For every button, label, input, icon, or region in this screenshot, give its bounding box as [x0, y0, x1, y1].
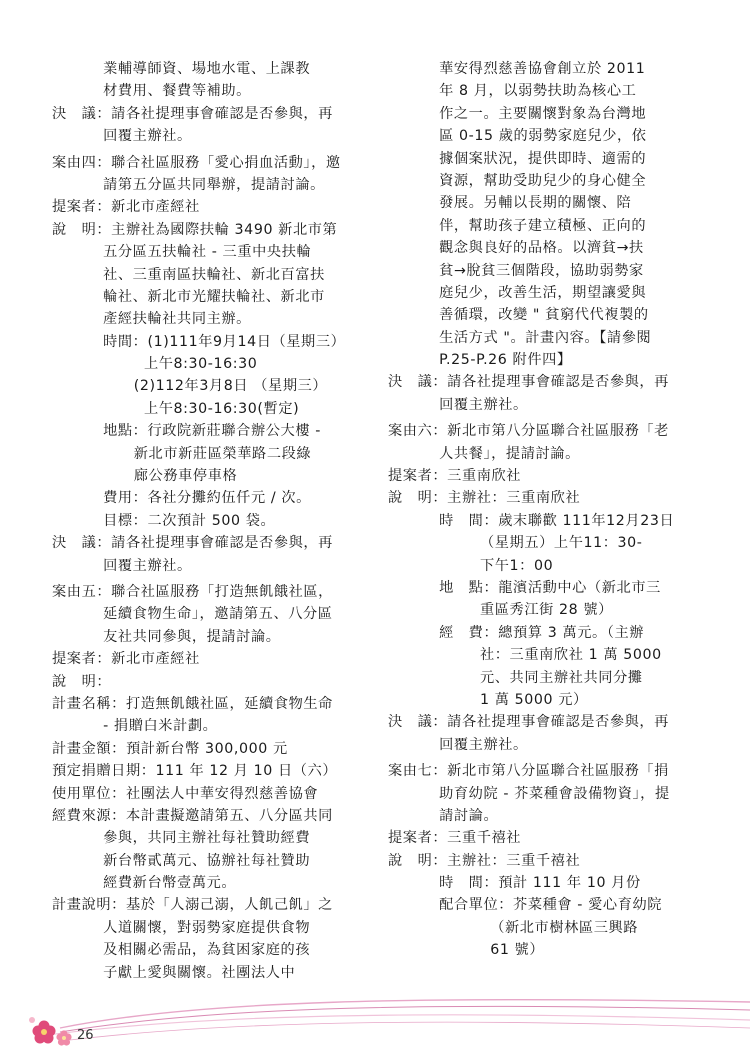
- text-line: 計畫金額：預計新台幣 300,000 元: [52, 740, 288, 757]
- text-line: 新北市新莊區榮華路二段綠: [52, 445, 312, 462]
- text-line: 請第五分區共同舉辦，提請討論。: [52, 176, 325, 193]
- text-line: 決 議：請各社提理事會確認是否參與，再: [388, 714, 669, 731]
- text-line: 華安得烈慈善協會創立於 2011: [388, 61, 646, 77]
- text-line: 上午8:30-16:30(暫定): [52, 400, 300, 417]
- text-line: 輪社、新北市光耀扶輪社、新北市: [52, 288, 325, 305]
- text-line: 決 議：請各社提理事會確認是否參與，再: [52, 535, 333, 552]
- text-line: 1 萬 5000 元）: [388, 691, 588, 708]
- text-line: 延續食物生命」，邀請第五、八分區: [52, 606, 333, 623]
- text-line: 時 間：歲末聯歡 111年12月23日: [388, 512, 675, 529]
- text-line: 貧→脫貧三個階段，協助弱勢家: [388, 262, 644, 279]
- text-line: 人共餐」，提請討論。: [388, 445, 580, 462]
- text-line: 說 明：: [52, 673, 112, 690]
- text-line: 地 點：龍濱活動中心（新北市三: [388, 579, 661, 596]
- text-line: 決 議：請各社提理事會確認是否參與，再: [388, 374, 669, 391]
- text-line: 助育幼院 - 芥菜種會設備物資」，提: [388, 785, 670, 802]
- text-line: 觀念與良好的品格。以濟貧→扶: [388, 240, 644, 257]
- text-line: 生活方式 "。計畫內容。【請參閱: [388, 329, 652, 346]
- text-line: 案由四：聯合社區服務「愛心捐血活動」，邀: [52, 154, 341, 171]
- text-line: 時間：(1)111年9月14日（星期三）: [52, 333, 346, 350]
- text-line: 資源，幫助受助兒少的身心健全: [388, 172, 647, 189]
- text-line: 計畫名稱：打造無飢餓社區，延續食物生命: [52, 695, 333, 712]
- text-line: 提案者：三重南欣社: [388, 468, 522, 485]
- text-line: 據個案狀況，提供即時、適需的: [388, 150, 647, 167]
- text-line: 參與，共同主辦社每社贊助經費: [52, 830, 311, 847]
- text-line: 地點：行政院新莊聯合辦公大樓 -: [52, 423, 321, 440]
- text-line: （新北市樹林區三興路: [388, 919, 639, 936]
- text-line: 回覆主辦社。: [388, 736, 528, 753]
- text-line: 上午8:30-16:30: [52, 356, 258, 373]
- text-line: 新台幣貳萬元、協辦社每社贊助: [52, 852, 311, 869]
- text-line: 預定捐贈日期：111 年 12 月 10 日（六）: [52, 763, 338, 780]
- text-line: 說 明：主辦社：三重南欣社: [388, 490, 581, 507]
- text-line: 作之一。主要關懷對象為台灣地: [388, 105, 647, 122]
- text-line: 提案者：三重千禧社: [388, 830, 522, 847]
- text-line: 配合單位：芥菜種會 - 愛心育幼院: [388, 897, 663, 914]
- text-line: 經費新台幣壹萬元。: [52, 875, 237, 892]
- text-line: 提案者：新北市產經社: [52, 651, 200, 668]
- text-line: 請討論。: [388, 807, 499, 824]
- text-line: 善循環，改變 " 貧窮代代複製的: [388, 307, 649, 324]
- text-line: 友社共同參與，提請討論。: [52, 628, 281, 645]
- text-line: 時 間：預計 111 年 10 月份: [388, 875, 641, 892]
- text-line: 社：三重南欣社 1 萬 5000: [388, 647, 662, 664]
- text-line: 回覆主辦社。: [388, 396, 528, 413]
- text-line: 說 明：主辦社：三重千禧社: [388, 852, 581, 869]
- page-number: 26: [77, 1028, 94, 1043]
- text-line: 廊公務車停車格: [52, 468, 238, 485]
- text-line: 61 號）: [388, 942, 545, 959]
- text-line: 提案者：新北市產經社: [52, 199, 200, 216]
- text-line: 子獻上愛與關懷。社團法人中: [52, 964, 296, 981]
- text-line: 人道關懷，對弱勢家庭提供食物: [52, 919, 311, 936]
- text-line: 五分區五扶輪社 - 三重中央扶輪: [52, 244, 312, 261]
- flower-icon: [33, 1021, 56, 1044]
- text-line: 案由六：新北市第八分區聯合社區服務「老: [388, 423, 669, 440]
- text-line: 決 議：請各社提理事會確認是否參與，再: [52, 105, 333, 122]
- right-column: [388, 58, 708, 962]
- text-line: 回覆主辦社。: [52, 557, 192, 574]
- text-line: 費用：各社分攤約伍仟元 / 次。: [52, 490, 311, 507]
- dot-icon: [29, 1017, 35, 1023]
- text-line: 經 費：總預算 3 萬元。（主辦: [388, 624, 645, 641]
- text-line: 區 0-15 歲的弱勢家庭兒少，依: [388, 128, 647, 145]
- text-line: （星期五）上午11：30-: [388, 535, 643, 552]
- text-line: 計畫說明：基於「人溺己溺，人飢己飢」之: [52, 897, 333, 914]
- text-line: 及相關必需品，為貧困家庭的孩: [52, 942, 311, 959]
- text-line: 伴，幫助孩子建立積極、正向的: [388, 217, 647, 234]
- text-line: 業輔導師資、場地水電、上課教: [52, 61, 311, 77]
- footer-decoration: [0, 990, 750, 1061]
- text-line: 年 8 月，以弱勢扶助為核心工: [388, 83, 637, 100]
- text-line: 案由七：新北市第八分區聯合社區服務「捐: [388, 763, 669, 780]
- text-line: 說 明：主辦社為國際扶輪 3490 新北市第: [52, 221, 338, 238]
- text-line: 發展。另輔以長期的關懷、陪: [388, 195, 632, 212]
- text-line: 材費用、餐費等補助。: [52, 83, 251, 100]
- text-line: 元、共同主辦社共同分攤: [388, 669, 643, 686]
- text-line: 社、三重南區扶輪社、新北百富扶: [52, 266, 325, 283]
- text-line: 產經扶輪社共同主辦。: [52, 311, 251, 328]
- left-column: [52, 58, 368, 984]
- text-line: 下午1：00: [388, 557, 554, 574]
- text-line: 使用單位：社團法人中華安得烈慈善協會: [52, 785, 319, 802]
- text-line: P.25-P.26 附件四】: [388, 352, 572, 369]
- text-line: 目標：二次預計 500 袋。: [52, 512, 276, 529]
- text-line: 回覆主辦社。: [52, 128, 192, 145]
- text-line: - 捐贈白米計劃。: [52, 718, 218, 735]
- text-line: 經費來源：本計畫擬邀請第五、八分區共同: [52, 807, 333, 824]
- text-line: (2)112年3月8日 （星期三）: [52, 378, 328, 395]
- text-line: 重區秀江街 28 號）: [388, 602, 613, 619]
- text-line: 案由五：聯合社區服務「打造無飢餓社區，: [52, 583, 333, 600]
- text-line: 庭兒少，改善生活，期望讓愛與: [388, 284, 647, 301]
